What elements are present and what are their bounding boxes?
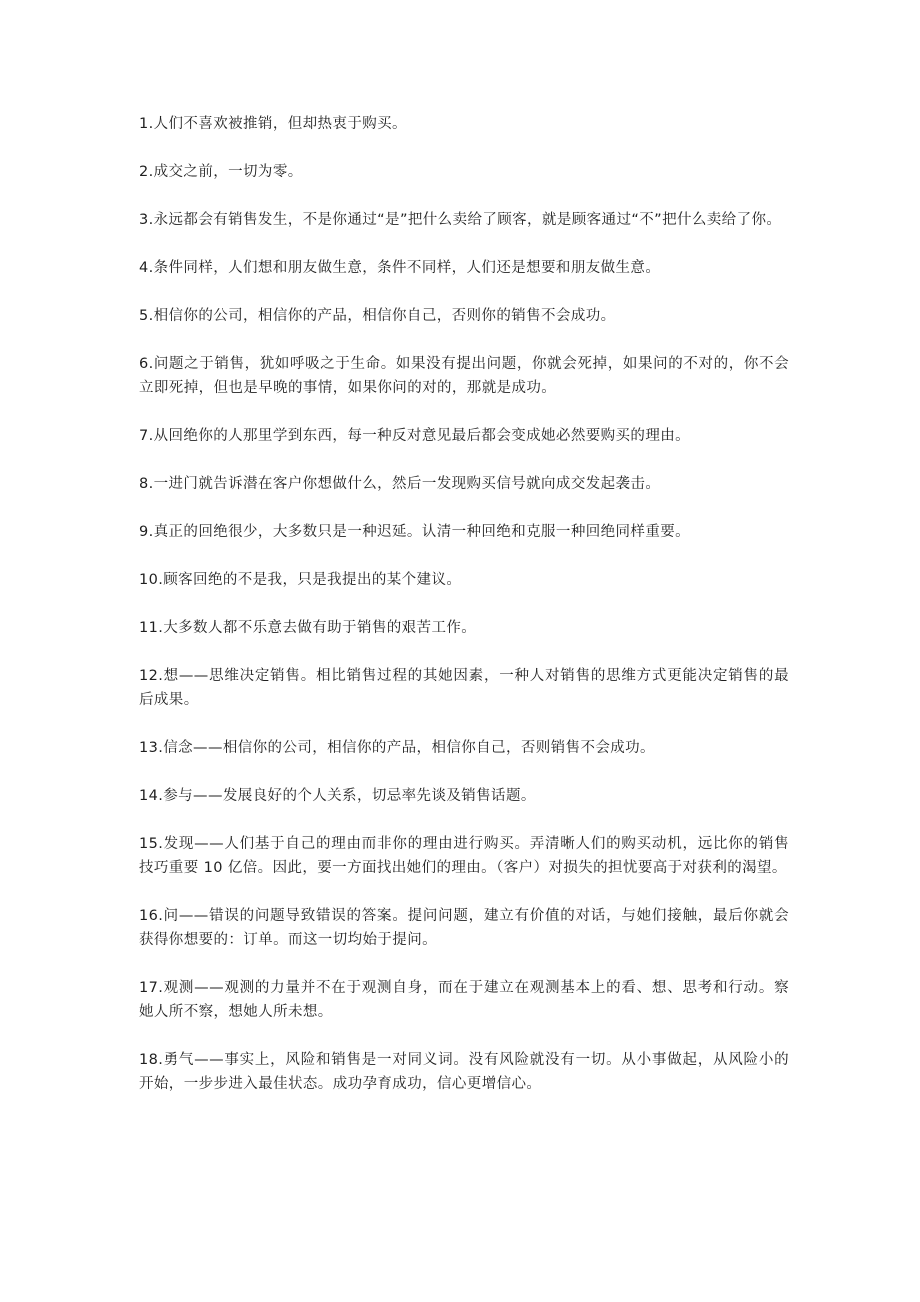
paragraph-8: 8.一进门就告诉潜在客户你想做什么，然后一发现购买信号就向成交发起袭击。 <box>139 476 661 492</box>
paragraph-12: 12.想——思维决定销售。相比销售过程的其她因素，一种人对销售的思维方式更能决定销售的最后成果。 <box>139 668 789 708</box>
paragraph-2: 2.成交之前，一切为零。 <box>139 164 303 180</box>
paragraph-17: 17.观测——观测的力量并不在于观测自身，而在于建立在观测基本上的看、想、思考和行动。察她人所不察，想她人所未想。 <box>139 980 789 1020</box>
paragraph-15: 15.发现——人们基于自己的理由而非你的理由进行购买。弄清晰人们的购买动机，远比你的销售技巧重要 10 亿倍。因此，要一方面找出她们的理由。（客户）对损失的担忧要高于对获利的渴望。 <box>139 836 789 876</box>
paragraph-16: 16.问——错误的问题导致错误的答案。提问问题，建立有价值的对话，与她们接触，最后你就会获得你想要的：订单。而这一切均始于提问。 <box>139 908 789 948</box>
paragraph-6: 6.问题之于销售，犹如呼吸之于生命。如果没有提出问题，你就会死掉，如果问的不对的，你不会立即死掉，但也是早晚的事情，如果你问的对的，那就是成功。 <box>139 356 789 396</box>
paragraph-18: 18.勇气——事实上，风险和销售是一对同义词。没有风险就没有一切。从小事做起，从风险小的开始，一步步进入最佳状态。成功孕育成功，信心更增信心。 <box>139 1052 789 1092</box>
paragraph-4: 4.条件同样，人们想和朋友做生意，条件不同样，人们还是想要和朋友做生意。 <box>139 260 661 276</box>
document-body <box>139 112 789 1120</box>
paragraph-14: 14.参与——发展良好的个人关系，切忌率先谈及销售话题。 <box>139 788 536 804</box>
paragraph-13: 13.信念——相信你的公司，相信你的产品，相信你自己，否则销售不会成功。 <box>139 740 655 756</box>
paragraph-10: 10.顾客回绝的不是我，只是我提出的某个建议。 <box>139 572 462 588</box>
paragraph-9: 9.真正的回绝很少，大多数只是一种迟延。认清一种回绝和克服一种回绝同样重要。 <box>139 524 691 540</box>
paragraph-5: 5.相信你的公司，相信你的产品，相信你自己，否则你的销售不会成功。 <box>139 308 616 324</box>
paragraph-3: 3.永远都会有销售发生，不是你通过“是”把什么卖给了顾客，就是顾客通过“不”把什么卖给了你。 <box>139 212 782 228</box>
paragraph-7: 7.从回绝你的人那里学到东西，每一种反对意见最后都会变成她必然要购买的理由。 <box>139 428 691 444</box>
paragraph-1: 1.人们不喜欢被推销，但却热衷于购买。 <box>139 116 407 132</box>
paragraph-11: 11.大多数人都不乐意去做有助于销售的艰苦工作。 <box>139 620 477 636</box>
